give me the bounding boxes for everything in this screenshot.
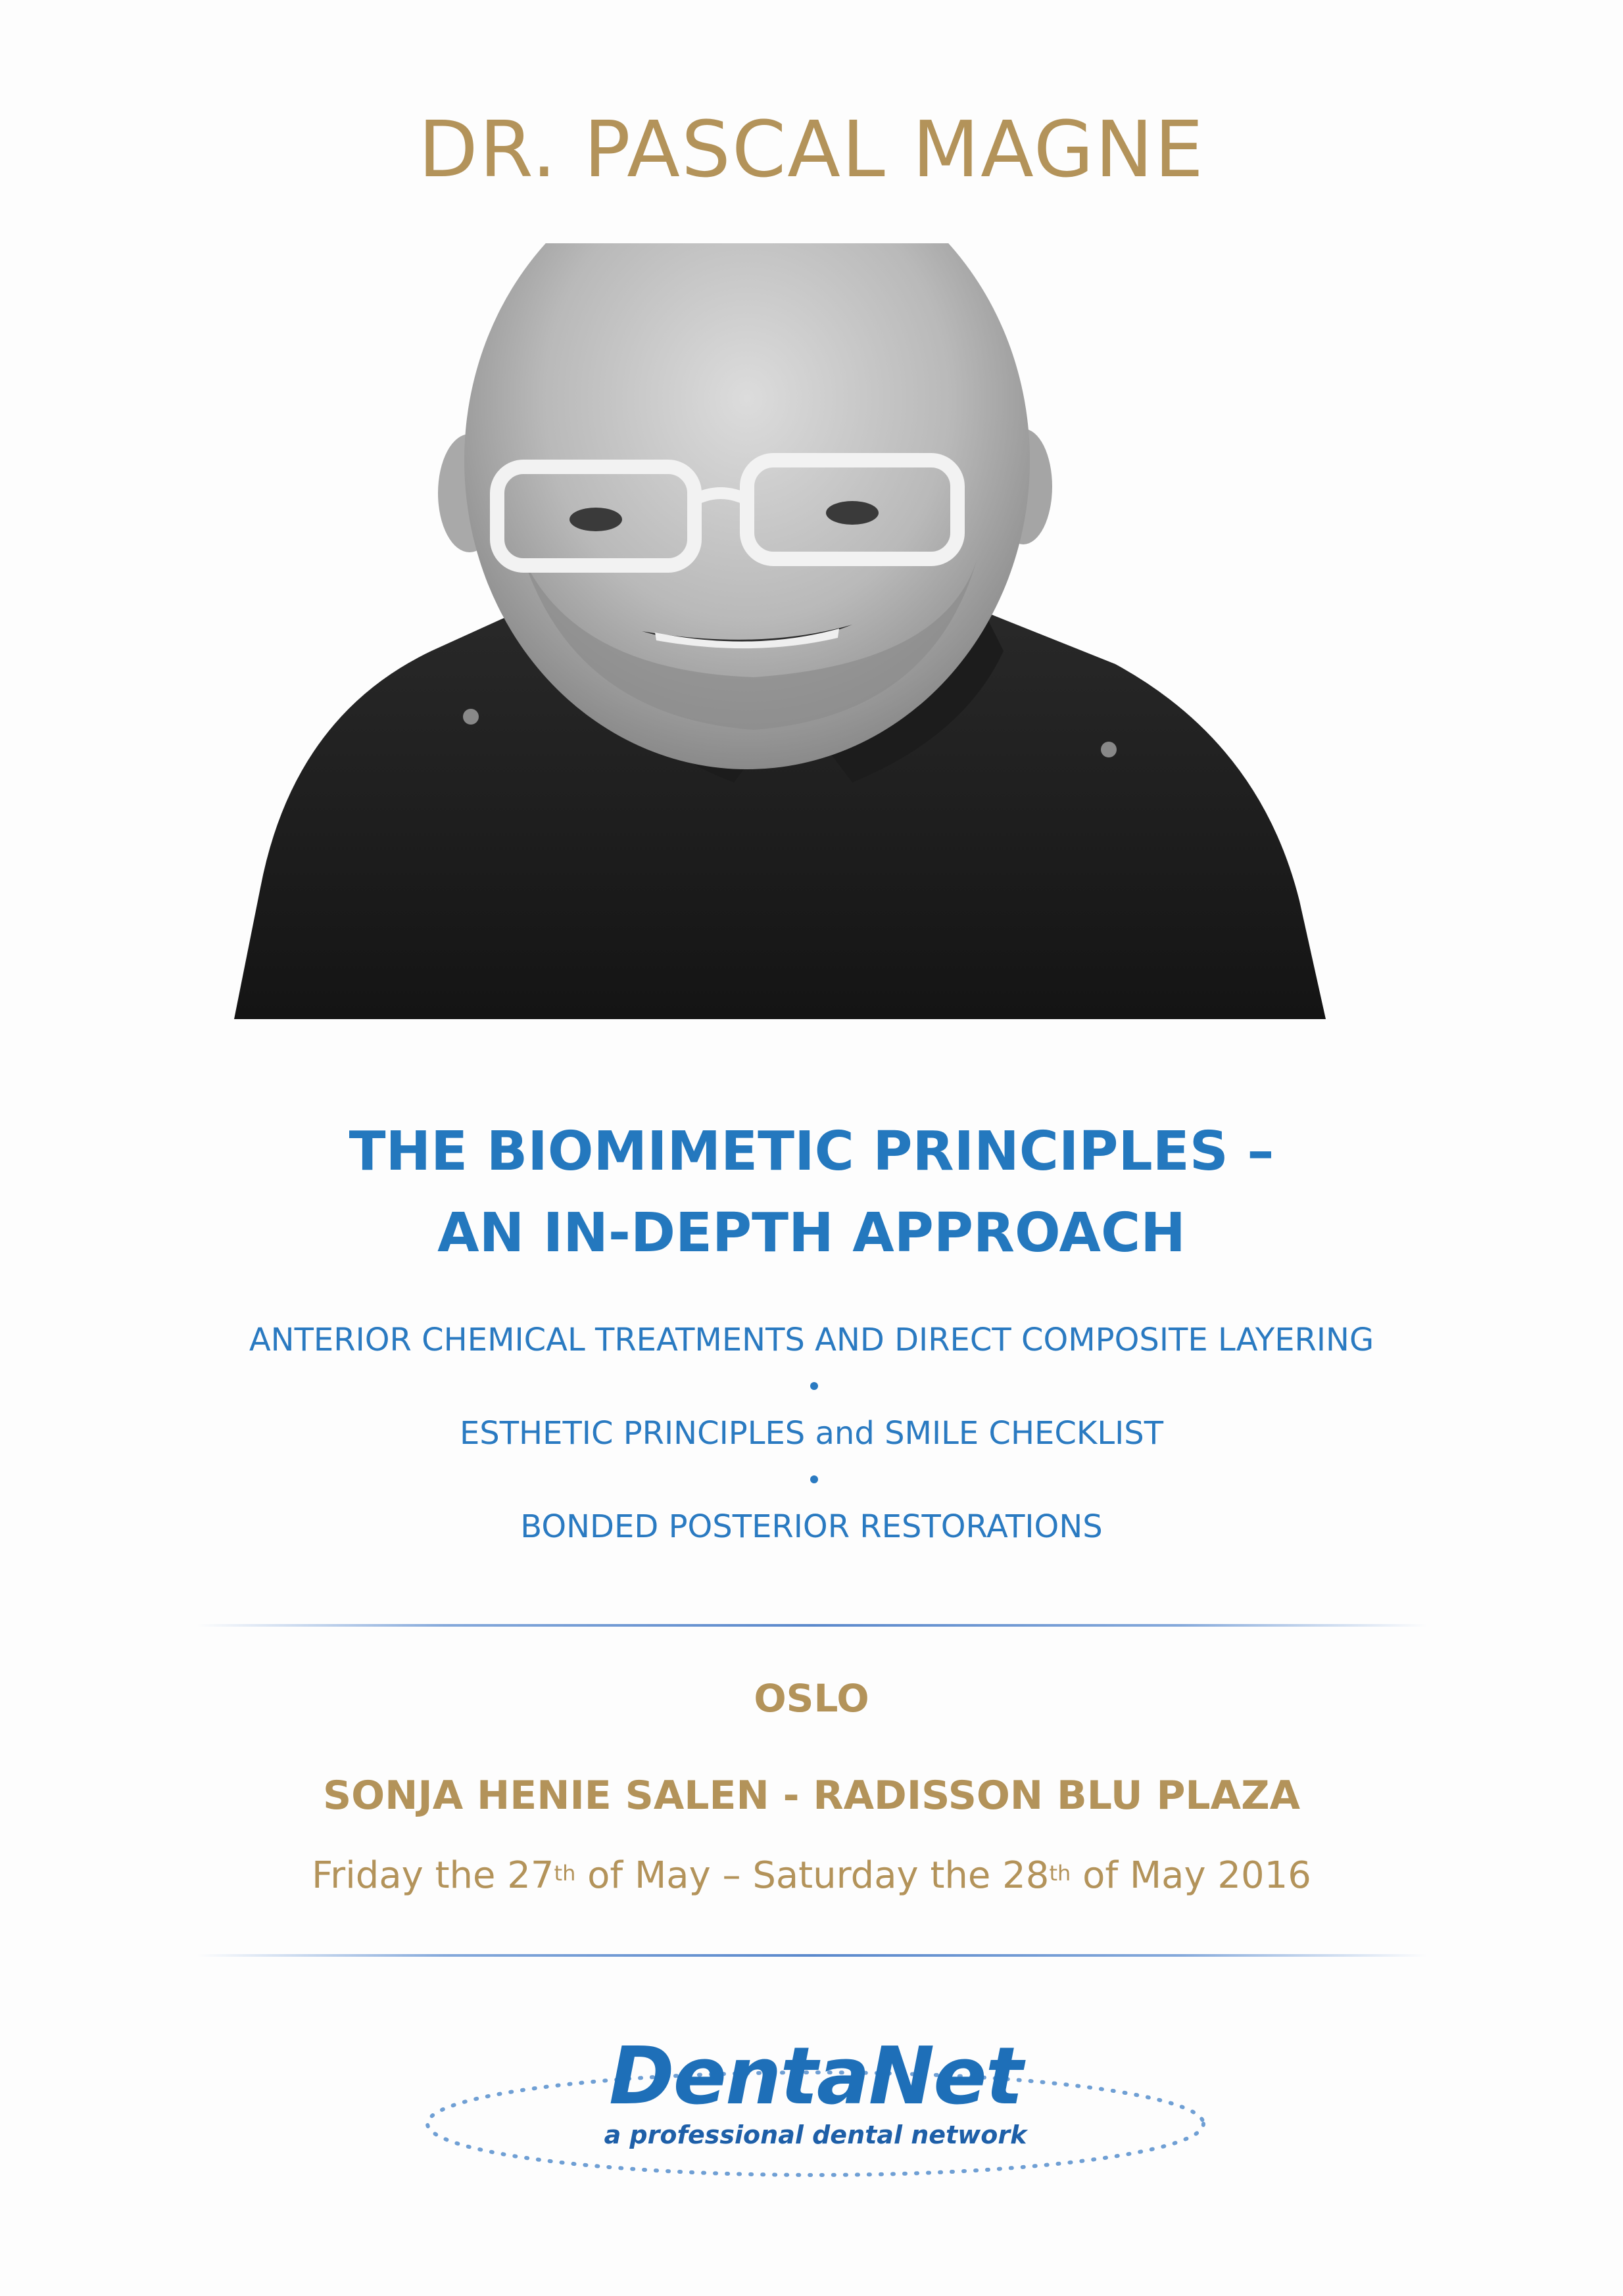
event-venue: SONJA HENIE SALEN - RADISSON BLU PLAZA — [322, 1773, 1301, 1819]
divider-bottom — [197, 1954, 1427, 1957]
logo-tagline: a professional dental network — [604, 2120, 1027, 2149]
event-dates — [0, 1851, 1623, 1901]
topic-item: BONDED POSTERIOR RESTORATIONS — [520, 1508, 1103, 1545]
divider-top — [197, 1624, 1427, 1627]
speaker-portrait — [234, 243, 1326, 1019]
dates-part: of May – Saturday the 28 — [575, 1854, 1050, 1897]
speaker-name: DR. PASCAL MAGNE — [418, 104, 1205, 195]
dates-sup: th — [1049, 1861, 1071, 1886]
dentanet-logo — [421, 2025, 1210, 2183]
event-city: OSLO — [754, 1676, 869, 1721]
dates-sup: th — [554, 1861, 576, 1886]
dates-part: Friday the 27 — [312, 1854, 554, 1897]
course-title-line-2: AN IN-DEPTH APPROACH — [437, 1202, 1186, 1264]
bullet-separator — [0, 1455, 1623, 1505]
course-title-line-1: THE BIOMIMETIC PRINCIPLES – — [349, 1120, 1274, 1183]
topics-list — [0, 1318, 1623, 1548]
dates-part: of May 2016 — [1071, 1854, 1311, 1897]
topic-item: ESTHETIC PRINCIPLES and SMILE CHECKLIST — [459, 1415, 1164, 1452]
course-title — [0, 1111, 1623, 1274]
bullet-separator — [0, 1362, 1623, 1412]
topic-item: ANTERIOR CHEMICAL TREATMENTS AND DIRECT COMPOSITE LAYERING — [249, 1322, 1374, 1358]
logo-wordmark: DentaNet — [609, 2031, 1022, 2122]
